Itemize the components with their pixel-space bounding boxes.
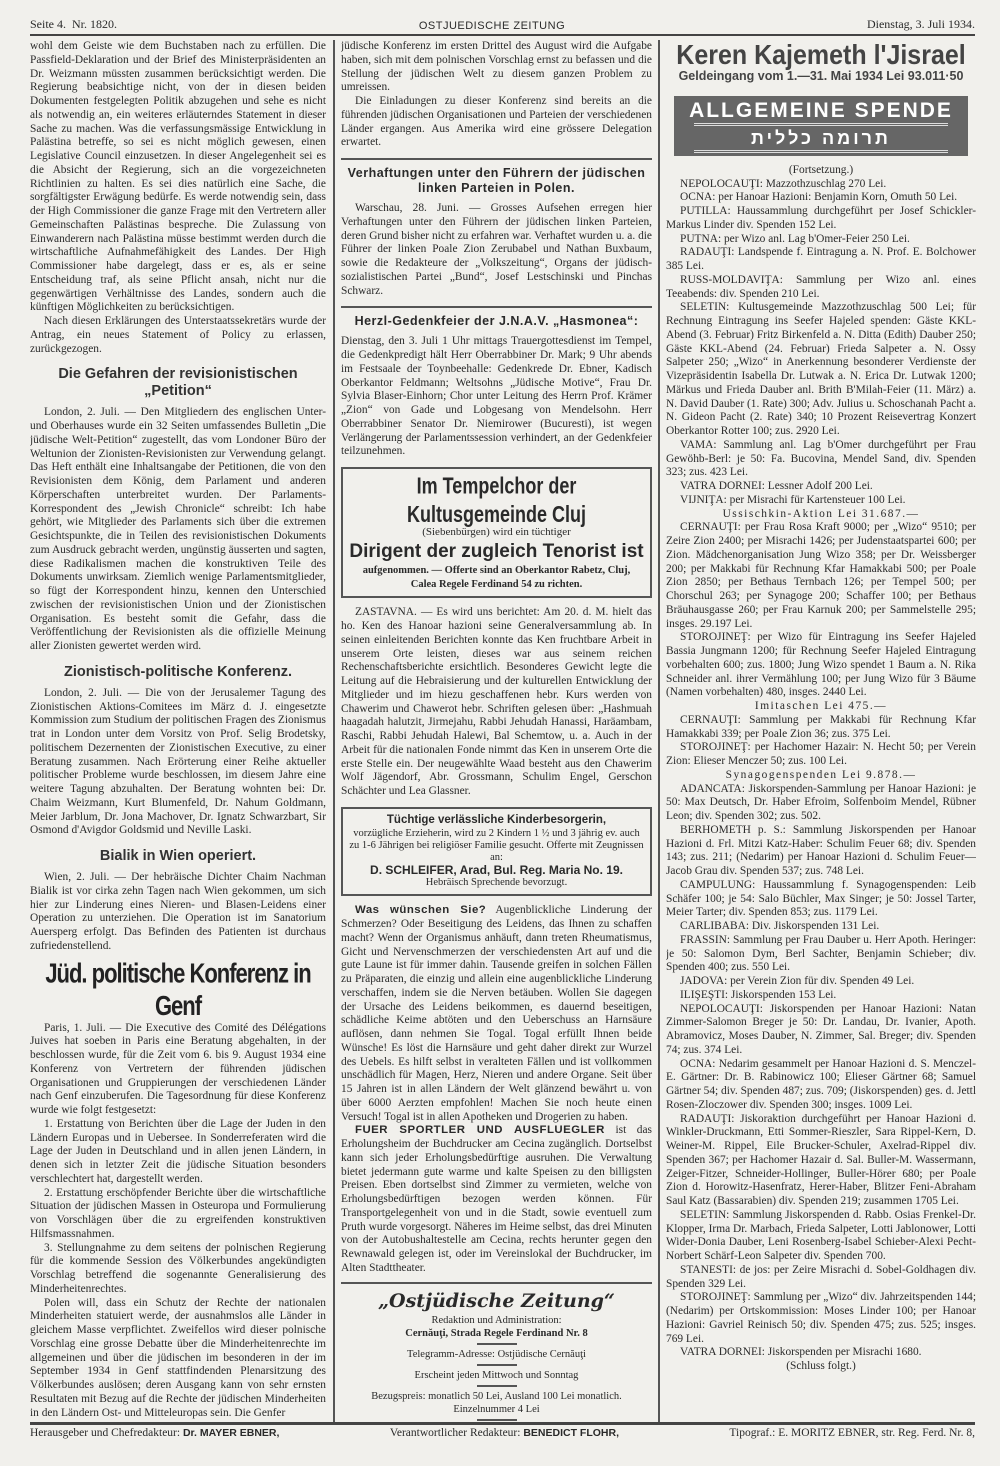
donation-entry: ILIŞEŞTI: Jiskorspenden 153 Lei. — [680, 988, 837, 1001]
donation-entry: CERNAUŢI: Sammlung per Makkabi für Rechnung Kfar Hamakkabi 339; per Poale Zion 36; zus. 375 Lei. — [666, 713, 976, 740]
article-heading: Zionistisch-politische Konferenz. — [64, 663, 292, 680]
donation-entry: NEPOLOCAUŢI: Jiskorspenden per Hanoar Hazioni: Natan Zimmer-Salomon Breger je 50: Dr. Landau, Dr. Ivanier, Apoth. Abramovicz, Moses Dauber, N. Zimmer, Sal. Breger; div. Spenden 74; zus. 374 Lei. — [666, 1002, 976, 1056]
advert-text: ist das Erholungsheim der Buchdrucker am Cecina zugänglich. Dortselbst kann sich jeder Erholungsbedürftige ausruhen. Die Verwaltung bietet jedermann gute warme und kalte Speisen zu den billigsten Preisen. Eben dortselbst sind Zimmer zu vermieten, welche von Erholungsbedürftigen bezogen werden können. Für Transportgelegenheit von und in die Stadt, sowie eventuell zum Pruth wurde vorgesorgt. Näheres im Heime selbst, das drei Minuten von der Autobushaltestelle am Cecina, rechts herunter gegen den Rewnawald gelegen ist, oder im Vereinslokal der Buchdrucker, im Alten Stadttheater. — [341, 1124, 652, 1274]
article-paragraph: Warschau, 28. Juni. — Grosses Aufsehen erregen hier Verhaftungen unter den Führern der jüdischen linken Parteien, deren Grund bisher nicht zu erfahren war. Verhaftet wurden u. a. die Führer der linken Poale Zion Zerubabel und Nathan Buxbaum, sowie die Redakteure der „Volkszeitung“, Organs der jüdisch-sozialistischen Partei „Bund“, Josef Lestschinski und Pinchas Schwarz. — [341, 202, 652, 297]
publisher-label: Herausgeber und Chefredakteur: — [30, 1427, 181, 1439]
donation-list — [666, 714, 976, 769]
advert-heading: Im Tempelchor der Kultusgemeinde Cluj — [406, 472, 586, 528]
advert-lead: Was wünschen Sie? — [355, 904, 487, 917]
donation-entry: STOROJINEŢ: Sammlung per „Wizo“ div. Jahrzeitspenden 144; (Nedarim) per Ortskommission: Moses Linder 100; per Hanoar Hazioni: Gavriel Reinisch 50; div. Spenden 475; zus. 525; insges. 769 Lei. — [666, 1291, 976, 1345]
editor-label: Verantwortlicher Redakteur: — [389, 1427, 521, 1439]
newspaper-name: OSTJUEDISCHE ZEITUNG — [418, 20, 566, 32]
issue-number: Nr. 1820. — [72, 17, 117, 31]
donation-entry: RUSS-MOLDAVIŢA: Sammlung per Wizo anl. eines Teeabends: div. Spenden 210 Lei. — [666, 273, 976, 300]
continued-note: (Fortsetzung.) — [788, 163, 854, 176]
donation-entry: VATRA DORNEI: Lessner Adolf 200 Lei. — [680, 480, 873, 492]
donation-entry: STOROJINEŢ: per Wizo für Eintragung ins Seefer Hajeled Bassia Jungmann 1200; für Rechnung Seefer Hajeled Eintragung vorbehalten 600; zus. 1800; Jung Wizo spendet 1 Baum a. N. Rika Schneider anl. ihrer Vermählung 100; per Jung Wizo für 3 Bäume (Namen vorbehalten) 480, insges. 2440 Lei. — [666, 631, 976, 699]
advert-heading: Tüchtige verlässliche Kinderbesorgerin, — [386, 813, 607, 826]
donation-entry: STANESTI: de jos: per Zeire Misrachi d. Sobel-Goldhagen div. Spenden 329 Lei. — [666, 1263, 976, 1290]
kkl-title: Keren Kajemeth l'Jisrael — [676, 40, 966, 71]
page-number: Seite 4. — [30, 17, 66, 31]
section-heading: Ussischkin-Aktion Lei 31.687.— — [722, 507, 920, 520]
article-paragraph: Dienstag, den 3. Juli 1 Uhr mittags Trauergottesdienst im Tempel, die Gedenkpredigt hält Herr Oberrabbiner Dr. Mark; 9 Uhr abends im Festsaale der Toynbeehalle: Gedenkrede Dr. Ebner, Kadisch Oberkantor Feldmann; Weltsohns „Jüdische Motive“, Frau Dr. Sylvia Blaser-Einhorn; Chor unter Leitung des Herrn Prof. Krämer „Zion“ von Gade und Lobgesang von Mendelsohn. Herr Oberrabbiner Senator Dr. Niemirower (Bucuresti), ist wegen Verlängerung der Parlamentssession verhindert, an der Gedenkfeier teilzunehmen. — [341, 335, 652, 458]
donation-entry: VATRA DORNEI: Jiskorspenden per Misrachi 1680. — [680, 1346, 922, 1359]
article-paragraph: London, 2. Juli. — Die von der Jerusalemer Tagung des Zionistischen Aktions-Comitees im März d. J. eingesetzte Kommission zum Studium der politischen Fragen des Zionismus trat in London unter dem Vorsitz von Prof. Selig Brodetsky, politischem Dezernenten der Zionistischen Executive, zu einer Beratung zusammen. Nach Erörterung einer Reihe aktueller politischer Probleme wurde beschlossen, im diesem Jahre eine weitere Tagung abzuhalten. Der Beratung wohnten bei: Dr. Chaim Weizmann, Kurt Blumenfeld, Dr. Nahum Goldmann, Meier Jarblum, Dr. Jona Machover, Dr. Ignatz Schwarzbart, Sir Osmond d'Avigdor Goldsmid und Neville Laski. — [30, 686, 326, 837]
donation-entry: CARLIBABA: Div. Jiskorspenden 131 Lei. — [680, 920, 880, 932]
page-footer — [30, 1422, 975, 1439]
donation-entry: NEPOLOCAUŢI: Mazzothzuschlag 270 Lei. — [680, 177, 887, 190]
masthead-title: „Ostjüdische Zeitung“ — [378, 1289, 615, 1312]
article-paragraph: 3. Stellungnahme zu dem seitens der polnischen Regierung für die kommende Session des Völkerbundes angekündigten Vorschlag betreffend die sogenannte Generalisierung des Minderheitenrechtes. — [30, 1241, 326, 1295]
publisher-name: Dr. MAYER EBNER, — [182, 1427, 280, 1439]
donation-entry: SELETIN: Sammlung Jiskorspenden d. Rabb. Osias Frenkel-Dr. Klopper, Irma Dr. Marbach, Frieda Salpeter, Lotti Jablonower, Lotti Wider-Donia Dauber, Leni Rosenberg-Isabel Schieber-Alexi Pecht-Norbert Schärf-Leon Salpeter div. Spenden 700. — [666, 1208, 976, 1262]
advert-paragraph — [341, 904, 652, 1124]
advert-text: vorzügliche Erzieherin, wird zu 2 Kindern 1 ½ und 3 jährig ev. auch zu 1-6 Jährigen bei religiöser Familie gesucht. Offerte mit Zeugnissen an: — [349, 827, 644, 863]
article-paragraph: Paris, 1. Juli. — Die Executive des Comité des Délégations Juives hat soeben in Paris eine Beratung abgehalten, in der beschlossen wurde, für die Zeit vom 6. bis 9. August 1934 eine Konferenz von Vertretern der führenden jüdischen Organisationen und Gruppierungen der verschiedenen Länder nach Genf einzuberufen. Die Tagesordnung für diese Konferenz wurde wie folgt festgesetzt: — [30, 1021, 326, 1116]
advert-contact: aufgenommen. — Offerte sind an Oberkantor Rabetz, Cluj, Calea Regele Ferdinand 54 zu richten. — [362, 564, 631, 590]
nanny-advert — [341, 807, 652, 897]
masthead-line: Cernăuţi, Strada Regele Ferdinand Nr. 8 — [405, 1327, 588, 1339]
donation-entry: CERNAUŢI: per Frau Rosa Kraft 9000; per „Wizo“ 9510; per Zeire Zion 2400; per Misrachi 1426; per Judenstaatspartei 600; per Zion. Mädchenorganisation Jung Wizo 358; per Dr. Weissberger 200; per Makkabi für Rechnung Kfar Hamakkabi 500; per Poale Zion 2850; per Bethaus Ternbach 126; per Tempel 500; per Chorschul 263; per Synagoge 200; Schaffer 100; per Bethaus Bräuhausgasse 260; per Frau Karnuk 200; per Sammelstelle 295; insges. 29.197 Lei. — [666, 521, 976, 630]
masthead-separator — [477, 1364, 517, 1366]
donation-entry: VIJNIŢA: per Misrachi für Kartensteuer 100 Lei. — [680, 493, 906, 506]
donation-list — [666, 783, 976, 1361]
column-1 — [30, 40, 326, 1422]
banner-hebrew: תרומה כללית — [694, 123, 948, 153]
printer-label: Tipograf.: — [729, 1427, 776, 1439]
donation-entry: SELETIN: Kultusgemeinde Mazzothzuschlag 500 Lei; für Rechnung Eintragung ins Seefer Hajeled spenden: Gäste KKL-Abend (3. Februar) Fritz Birkenfeld a. N. Ditta (Edith) Dauber 250; Gäste KKL-Abend (24. Februar) Frieda Salpeter a. N. Ossy Salpeter 250; „Wizo“ in Anerkennung besonderer Verdienste der Vizepräsidentin Isabella Dr. Lutwak a. N. Erica Dr. Lutwak 1200; Märkus und Frieda Dauber anl. Brith B'Milah-Feier (11. März) a. N. David Dauber (1. Rate) 300; Adv. Julius u. Schoschanah Pacht a. N. Gideon Pacht (2. Rate) 340; 10 Prozent Reisevertrag Konzert Oberkantor Rotter 100; zus. 2920 Lei. — [666, 301, 976, 437]
headline: Jüd. politische Konferenz in Genf — [45, 957, 311, 1021]
end-note: (Schluss folgt.) — [786, 1360, 856, 1372]
donation-list — [666, 521, 976, 700]
spende-banner — [674, 96, 968, 156]
article-paragraph: ZASTAVNA. — Es wird uns berichtet: Am 20. d. M. hielt das ho. Ken des Hanoar hazioni seine Generalversammlung ab. In seinen einleitenden Berichten konnte das Ken fruchtbare Arbeit in unserem Orte leisten, dieses war aus seinem reichen Rechenschaftsberichte ersichtlich. Besonderes Gewicht legte die Leitung auf die Hebraisierung und der kulturellen Entwicklung der Mitglieder und im hiezu geschaffenen hebr. Kurs werden von Chawerim und Chawerot hebr. Schriften gelesen über: „Hashmuah haagadah halutzit, Jirmejahu, Rabbi Jehudah Hanassi, Haräambam, Raschi, Rabbi Jehudah Halewi, Bal Schemtow, u. a. Auch in der Arbeit für die nationalen Fonde nimmt das Ken in unserem Orte die erste Stelle ein. Der neugewählte Waad besteht aus den Chawerim Wolf Jägendorf, Abr. Grossmann, Schulim Engel, Gerschon Schächter und Lea Glassner. — [341, 606, 652, 797]
newspaper-masthead-box — [341, 1282, 652, 1423]
advert-title: Dirigent der zugleich Tenorist ist — [349, 540, 644, 562]
article-paragraph: Wien, 2. Juli. — Der hebräische Dichter Chaim Nachman Bialik ist vor cirka zehn Tagen nach Wien gekommen, um sich hier zur Linderung eines Nieren- und Blasen-Leidens einer Operation zu unterziehen. Die Operation ist im Sanatorium Auersperg erfolgt. Das Befinden des Patienten ist durchaus zufriedenstellend. — [30, 871, 326, 952]
publisher-credit — [30, 1427, 279, 1439]
masthead-line: Telegramm-Adresse: Ostjüdische Cernăuţi — [407, 1348, 586, 1360]
advert-text: Augenblickliche Linderung der Schmerzen? Oder Beseitigung des Leidens, das Ihnen zu schaffen macht? Wenn der Organismus anhäuft, dann treten Rheumatismus, Gicht und Nervenschmerzen der verschiedensten Art auf und die gute Laune ist für immer dahin. Tausende greifen in solchen Fällen zu Präparaten, die einzig und allein eine augenblickliche Linderung verschaffen, indem sie die Nerven betäuben. Wollen Sie dagegen der Ursache des Leidens beikommen, es dauernd beseitigen, schädliche Keime abtöten und den Ueberschuss an Harnsäure auflösen, dann nehmen Sie Togal. Togal erfüllt Ihnen beide Wünsche! Es löst die Harnsäure und geht daher direkt zur Wurzel des Uebels. Es hilft selbst in veralteten Fällen und ist vollkommen unschädlich für Magen, Herz, Nieren und andere Organe. Seit über 15 Jahren ist in allen Ländern der Welt glänzend bewährt u. von über 6000 Aerzten empfohlen! Machen Sie noch heute einen Versuch! Togal ist in allen Apotheken und Drogerien zu haben. — [341, 904, 652, 1123]
donation-entry: BERHOMETH p. S.: Sammlung Jiskorspenden per Hanoar Hazioni d. Frl. Mitzi Katz-Haber: Schulim Feuer 68; div. Spenden 143; zus. 211; (Nedarim) per Hanoar Hazioni d. Schulim Feuer—Jacob Grau div. Spenden 537; zus. 748 Lei. — [666, 823, 976, 877]
banner-title: ALLGEMEINE SPENDE — [689, 98, 953, 122]
editor-name: BENEDICT FLOHR, — [523, 1427, 619, 1439]
donation-entry: JADOVA: per Verein Zion für div. Spenden 49 Lei. — [680, 975, 915, 987]
advert-lead: FUER SPORTLER UND AUSFLUEGLER — [355, 1124, 605, 1137]
donation-entry: STOROJINEŢ: per Hachomer Hazair: N. Hecht 50; per Verein Zion: Elieser Menczer 50; zus. 100 Lei. — [666, 741, 976, 767]
donation-entry: OCNA: per Hanoar Hazioni: Benjamin Korn, Omuth 50 Lei. — [680, 191, 958, 204]
editor-credit — [390, 1427, 619, 1439]
masthead-separator — [477, 1419, 517, 1421]
donation-entry: PUTILLA: Haussammlung durchgeführt per Josef Schickler-Markus Linder div. Spenden 152 Lei. — [666, 205, 976, 231]
advert-note: Hebräisch Sprechende bevorzugt. — [425, 877, 568, 889]
column-2 — [341, 40, 652, 1422]
donation-entry: FRASSIN: Sammlung per Frau Dauber u. Herr Apoth. Heringer: je 50: Salomon Dym, Berl Sachter, Benjamin Schieber; div. Spenden 400; zus. 550 Lei. — [666, 933, 976, 974]
advert-paragraph — [341, 1124, 652, 1275]
kkl-subtitle: Geldeingang vom 1.—31. Mai 1934 Lei 93.011·50 — [678, 69, 964, 83]
article-paragraph: London, 2. Juli. — Den Mitgliedern des englischen Unter- und Oberhauses wurde ein 32 Seiten umfassendes Bulletin „Die jüdische Welt-Petition“ zugestellt, das vom Londoner Büro der Weltunion der Zionisten-Revisionisten zur Verwendung gelangt. Das Heft enthält eine Inhaltsangabe der Petitionen, die von den Revisionisten dem König, dem Parlament und anderen Körperschaften unterbreitet wurden. Der Parlaments-Korrespondent des „Jewish Chronicle“ schreibt: Ich habe gehört, wie Mitglieder des Parlaments sich über die extremen Gesichtspunkte, die in Teilen des revisionistischen Dokuments zum Ausdruck gebracht werden, ungünstig äusserten und sagten, diese Radikalismen machen die konstruktiven Teile des Dokuments unwirksam. Ziemlich wenige Parlamentsmitglieder, so fügt der Korrespondent hinzu, kennen den Unterschied zwischen der revisionistischen Union und der Zionistischen Organisation. Es besteht somit die Gefahr, dass die Veröffentlichung der Revisionisten als die offizielle Meinung aller Zionisten gewertet werden wird. — [30, 406, 326, 652]
kkl-heading — [666, 40, 976, 84]
donation-list — [666, 178, 976, 508]
column-3-keren-kajemeth — [666, 40, 976, 1422]
article-heading: Die Gefahren der revisionistischen „Petition“ — [58, 366, 298, 400]
article-paragraph: wohl dem Geiste wie dem Buchstaben nach zu erfüllen. Die Passfield-Deklaration und der Brief des Ministerpräsidenten an Dr. Weizmann müssten zusammen berücksichtigt werden. Die Regierung beabsichtige nicht, von der in diesen beiden Dokumenten festgelegten Politik abzugehen und sehe es nicht als notwendig an, ein weiteres erläuterndes Statement in dieser Sache zu machen. Was die verfassungsmässige Entwicklung in Palästina betreffe, so sei es nicht möglich gewesen, einen Legislative Council einzusetzen. In dieser Angelegenheit sei es die Absicht der Regierung, sich an die vorgezeichneten Richtlinien zu halten. Es sei dies natürlich eine Sache, die sorgfältigster Erwägung bedürfe. Es werde notwendig sein, dass der High Commissioner die ganze Frage mit den Vertretern aller Gemeinschaften Palästinas bespreche. Die Zulassung von Einwanderern nach Palästina müsse bestimmt werden durch die wirtschaftliche Aufnahmefähigkeit des Landes. Der High Commissioner habe dargelegt, dass er es, als er seine Entscheidung traf, als seine Pflicht ansah, nicht nur die gegenwärtigen Verhältnisse des Landes, sondern auch die künftigen Möglichkeiten zu berücksichtigen. — [30, 40, 326, 314]
masthead-line: Erscheint jeden Mittwoch und Sonntag — [414, 1369, 579, 1381]
masthead-line: Redaktion und Administration: — [431, 1314, 562, 1326]
donation-entry: ADANCATA: Jiskorspenden-Sammlung per Hanoar Hazioni: je 50: Max Deutsch, Dr. Haber Efroim, Solfenboim Mendel, Rübner Leon; div. Spenden 302; zus. 502. — [666, 782, 976, 822]
issue-date: Dienstag, 3. Juli 1934. — [866, 17, 975, 31]
conductor-advert — [341, 467, 652, 598]
advert-contact: D. SCHLEIFER, Arad, Bul. Reg. Maria No. 19. — [370, 862, 623, 877]
donation-entry: CAMPULUNG: Haussammlung f. Synagogenspenden: Leib Schäfer 100; je 54: Salo Büchler, Max Singer; je 50: Jossel Tarter, Meier Tarter; div. Spenden 853; zus. 1179 Lei. — [666, 878, 976, 919]
masthead-line: Bezugspreis: monatlich 50 Lei, Ausland 100 Lei monatlich. Einzelnummer 4 Lei — [371, 1390, 622, 1415]
printer-name: E. MORITZ EBNER, str. Reg. Ferd. Nr. 8, — [778, 1427, 975, 1439]
article-paragraph: Die Einladungen zu dieser Konferenz sind bereits an die führenden jüdischen Organisationen und Parteien der verschiedenen Länder ergangen. Aus Amerika wird eine grössere Delegation erwartet. — [341, 95, 652, 149]
article-heading: Herzl-Gedenkfeier der J.N.A.V. „Hasmonea“: — [341, 306, 652, 329]
article-heading: Verhaftungen unter den Führern der jüdischen linken Parteien in Polen. — [341, 158, 652, 196]
section-heading: Imitaschen Lei 475.— — [754, 700, 888, 712]
article-paragraph: jüdische Konferenz im ersten Drittel des August wird die Aufgabe haben, sich mit dem polnischen Vorschlag ernst zu befassen und die Stellung der jüdischen Welt zu diesem ganzen Problem zu umreissen. — [341, 40, 652, 94]
donation-entry: PUTNA: per Wizo anl. Lag b'Omer-Feier 250 Lei. — [680, 232, 910, 245]
donation-entry: OCNA: Nedarim gesammelt per Hanoar Hazioni d. S. Menczel-E. Gärtner: Dr. B. Rabinowicz 100; Elieser Gärtner 68; Samuel Gärtner 54; div. Spenden 487; zus. 709; (Jiskorspenden) ges. d. Jettl Rosen-Zloczower div. Spenden 300; insges. 1009 Lei. — [666, 1057, 976, 1111]
donation-entry: RADAUŢI: Jiskoraktion durchgeführt per Hanoar Hazioni d. Winkler-Druckmann, Etti Sommer-Rieszler, Sara Rippel-Kern, D. Weiner-M. Rippel, Eile Brucker-Schuler, Axelrad-Rippel div. Spenden 367; per Hachomer Hazair d. Sal. Buller-M. Wassermann, Zeiger-Fitzer, Schneider-Hollinger, Buller-Hörer 680; per Poale Zion d. Horowitz-Hasenfratz, Herer-Haber, Blitzer Feni-Abraham Saul Katz (Bassarabien) div. Spenden 219; zusammen 1705 Lei. — [666, 1112, 976, 1207]
article-heading: Bialik in Wien operiert. — [99, 848, 257, 864]
page-info — [30, 17, 117, 32]
printer-credit — [729, 1427, 975, 1439]
advert-subline: (Siebenbürgen) wird ein tüchtiger — [422, 526, 571, 538]
masthead-separator — [477, 1385, 517, 1387]
article-paragraph: Nach diesen Erklärungen des Unterstaatssekretärs wurde der Antrag, ein neues Statement of Policy zu erlassen, zurückgezogen. — [30, 315, 326, 355]
article-paragraph: Polen will, dass ein Schutz der Rechte der nationalen Minderheiten statuiert werde, der ausnahmslos alle Länder in gleichem Masse verpflichtet. Zweifellos wird dieser polnische Vorschlag eine grosse Debatte über die Minderheitenrechte im allgemeinen und über die jüdischen im besonderen in der im September 1934 in Genf stattfindenden Plenarsitzung des Völkerbundes auslösen; deren Ausgang kann von sehr ernsten Resultaten mit Bezug auf die Rechte der jüdischen Minderheiten in den Ländern Ost- und Mitteleuropas sein. Die Genfer — [30, 1296, 326, 1419]
article-paragraph: 1. Erstattung von Berichten über die Lage der Juden in den Ländern Europas und in Uebersee. In Sonderreferaten wird die Lage der Juden in Deutschland und in allen jenen Ländern, in denen sich in letzter Zeit die jüdische Situation besonders verschlechtert hat, dargestellt werden. — [30, 1117, 326, 1185]
masthead-separator — [477, 1343, 517, 1345]
section-heading: Synagogenspenden Lei 9.878.— — [725, 768, 917, 781]
donation-entry: RADAUŢI: Landspende f. Eintragung a. N. Prof. E. Bolchower 385 Lei. — [666, 246, 976, 272]
article-paragraph: 2. Erstattung erschöpfender Berichte über die wirtschaftliche Situation der jüdischen Massen in Osteuropa und Formulierung von Vorschlägen über die zu ergreifenden konstruktiven Hilfsmassnahmen. — [30, 1186, 326, 1240]
page-header — [30, 14, 975, 36]
column-divider — [658, 40, 660, 1422]
donation-entry: VAMA: Sammlung anl. Lag b'Omer durchgeführt per Frau Gewöhb-Berl: je 50: Fa. Bucovina, Mendel Sand, div. Spenden 323; zus. 423 Lei. — [666, 438, 976, 479]
column-divider — [333, 40, 335, 1422]
